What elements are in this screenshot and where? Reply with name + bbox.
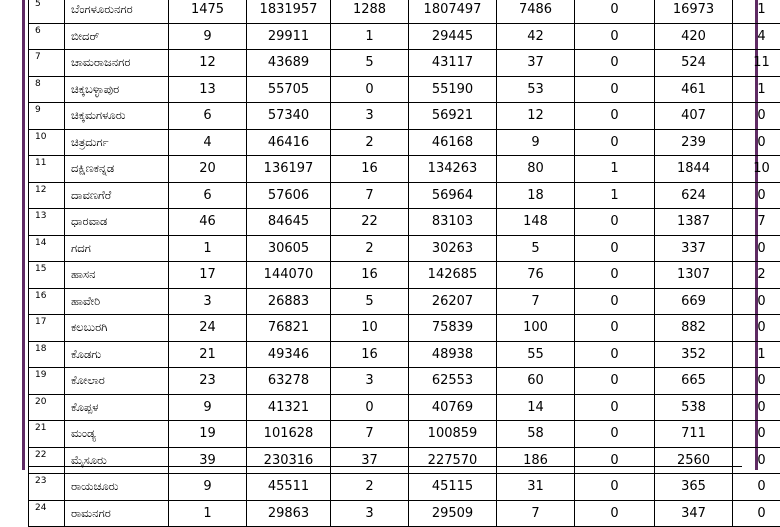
value-cell: 57340 [247,103,331,130]
value-cell: 62553 [409,368,497,395]
value-cell: 45115 [409,474,497,501]
value-cell: 16973 [655,0,733,23]
serial-number-cell: 18 [29,341,65,368]
value-cell: 337 [655,235,733,262]
serial-number-cell: 14 [29,235,65,262]
value-cell: 6 [169,182,247,209]
value-cell: 0 [575,368,655,395]
value-cell: 1 [733,341,780,368]
value-cell: 624 [655,182,733,209]
serial-number-cell: 16 [29,288,65,315]
value-cell: 55 [497,341,575,368]
value-cell: 46 [169,209,247,236]
value-cell: 9 [497,129,575,156]
value-cell: 55705 [247,76,331,103]
value-cell: 4 [733,23,780,50]
value-cell: 37 [497,50,575,77]
serial-number-cell: 8 [29,76,65,103]
table-row [29,156,780,183]
value-cell: 14 [497,394,575,421]
value-cell: 13 [169,76,247,103]
serial-number-cell: 15 [29,262,65,289]
value-cell: 76821 [247,315,331,342]
value-cell: 7 [733,209,780,236]
value-cell: 9 [169,474,247,501]
serial-number-cell: 11 [29,156,65,183]
value-cell: 39 [169,447,247,474]
value-cell: 21 [169,341,247,368]
serial-number-cell: 6 [29,23,65,50]
value-cell: 0 [733,315,780,342]
serial-number-cell: 21 [29,421,65,448]
value-cell: 58 [497,421,575,448]
value-cell: 60 [497,368,575,395]
value-cell: 76 [497,262,575,289]
value-cell: 7486 [497,0,575,23]
table-row [29,129,780,156]
district-name-cell: ಚಿಕ್ಕಬಳ್ಳಾಪುರ [65,76,169,103]
value-cell: 0 [733,500,780,527]
value-cell: 1307 [655,262,733,289]
value-cell: 19 [169,421,247,448]
value-cell: 9 [169,394,247,421]
value-cell: 1288 [331,0,409,23]
value-cell: 1 [575,182,655,209]
value-cell: 0 [733,394,780,421]
district-name-cell: ದಕ್ಷಿಣಕನ್ನಡ [65,156,169,183]
serial-number-cell: 24 [29,500,65,527]
value-cell: 227570 [409,447,497,474]
value-cell: 461 [655,76,733,103]
value-cell: 0 [575,500,655,527]
value-cell: 2 [331,235,409,262]
district-name-cell: ಹಾವೇರಿ [65,288,169,315]
table-row [29,0,780,23]
value-cell: 5 [497,235,575,262]
district-name-cell: ಬೆಂಗಳೂರುನಗರ [65,0,169,23]
value-cell: 29911 [247,23,331,50]
table-bottom-edge [28,466,742,471]
value-cell: 1844 [655,156,733,183]
table-row [29,500,780,527]
value-cell: 1 [169,500,247,527]
value-cell: 0 [575,474,655,501]
value-cell: 3 [331,103,409,130]
value-cell: 26207 [409,288,497,315]
value-cell: 16 [331,341,409,368]
value-cell: 1 [575,156,655,183]
value-cell: 0 [733,103,780,130]
value-cell: 3 [331,500,409,527]
value-cell: 84645 [247,209,331,236]
value-cell: 0 [575,394,655,421]
value-cell: 83103 [409,209,497,236]
value-cell: 2 [331,474,409,501]
value-cell: 134263 [409,156,497,183]
table-row [29,23,780,50]
table-row [29,474,780,501]
district-data-table [28,0,780,527]
table-row [29,341,780,368]
table-row [29,103,780,130]
value-cell: 5 [331,288,409,315]
value-cell: 148 [497,209,575,236]
value-cell: 30263 [409,235,497,262]
value-cell: 1 [169,235,247,262]
value-cell: 17 [169,262,247,289]
value-cell: 37 [331,447,409,474]
value-cell: 186 [497,447,575,474]
value-cell: 3 [169,288,247,315]
district-name-cell: ಕೋಲಾರ [65,368,169,395]
value-cell: 75839 [409,315,497,342]
value-cell: 669 [655,288,733,315]
value-cell: 407 [655,103,733,130]
value-cell: 55190 [409,76,497,103]
district-name-cell: ಚಿಕ್ಕಮಗಳೂರು [65,103,169,130]
table-row [29,76,780,103]
value-cell: 1 [331,23,409,50]
value-cell: 538 [655,394,733,421]
value-cell: 0 [733,474,780,501]
value-cell: 42 [497,23,575,50]
value-cell: 100 [497,315,575,342]
value-cell: 1387 [655,209,733,236]
value-cell: 10 [331,315,409,342]
value-cell: 0 [733,368,780,395]
table-row [29,182,780,209]
district-name-cell: ಬೀದರ್ [65,23,169,50]
value-cell: 7 [497,500,575,527]
table-row [29,50,780,77]
value-cell: 4 [169,129,247,156]
value-cell: 53 [497,76,575,103]
value-cell: 0 [733,421,780,448]
value-cell: 352 [655,341,733,368]
value-cell: 56964 [409,182,497,209]
value-cell: 6 [169,103,247,130]
value-cell: 0 [575,0,655,23]
value-cell: 136197 [247,156,331,183]
value-cell: 882 [655,315,733,342]
district-name-cell: ಕೊಪ್ಪಳ [65,394,169,421]
value-cell: 665 [655,368,733,395]
serial-number-cell: 13 [29,209,65,236]
value-cell: 24 [169,315,247,342]
value-cell: 0 [575,23,655,50]
value-cell: 56921 [409,103,497,130]
value-cell: 18 [497,182,575,209]
district-name-cell: ಧಾರವಾಡ [65,209,169,236]
district-name-cell: ಚಾಮರಾಜನಗರ [65,50,169,77]
value-cell: 1807497 [409,0,497,23]
district-name-cell: ಮಂಡ್ಯ [65,421,169,448]
table-row [29,209,780,236]
value-cell: 0 [575,315,655,342]
table-body [29,0,780,527]
value-cell: 0 [575,209,655,236]
value-cell: 1831957 [247,0,331,23]
serial-number-cell: 22 [29,447,65,474]
value-cell: 0 [733,447,780,474]
value-cell: 16 [331,262,409,289]
table-row [29,421,780,448]
district-name-cell: ಹಾಸನ [65,262,169,289]
serial-number-cell: 9 [29,103,65,130]
value-cell: 12 [497,103,575,130]
table-row [29,394,780,421]
serial-number-cell: 10 [29,129,65,156]
serial-number-cell: 20 [29,394,65,421]
value-cell: 0 [733,288,780,315]
value-cell: 524 [655,50,733,77]
value-cell: 3 [331,368,409,395]
table-row [29,262,780,289]
value-cell: 48938 [409,341,497,368]
serial-number-cell: 7 [29,50,65,77]
table-row [29,315,780,342]
table-row [29,368,780,395]
value-cell: 0 [331,76,409,103]
value-cell: 29863 [247,500,331,527]
value-cell: 46168 [409,129,497,156]
value-cell: 0 [575,103,655,130]
table-row [29,235,780,262]
value-cell: 43689 [247,50,331,77]
serial-number-cell: 17 [29,315,65,342]
value-cell: 0 [733,182,780,209]
value-cell: 0 [575,421,655,448]
value-cell: 0 [331,394,409,421]
value-cell: 420 [655,23,733,50]
value-cell: 1 [733,76,780,103]
value-cell: 0 [733,129,780,156]
table-row [29,288,780,315]
value-cell: 9 [169,23,247,50]
value-cell: 347 [655,500,733,527]
value-cell: 239 [655,129,733,156]
value-cell: 100859 [409,421,497,448]
value-cell: 0 [575,447,655,474]
value-cell: 23 [169,368,247,395]
value-cell: 2 [733,262,780,289]
value-cell: 43117 [409,50,497,77]
value-cell: 45511 [247,474,331,501]
value-cell: 0 [575,50,655,77]
serial-number-cell: 23 [29,474,65,501]
value-cell: 101628 [247,421,331,448]
district-name-cell: ಮೈಸೂರು [65,447,169,474]
value-cell: 230316 [247,447,331,474]
district-name-cell: ಚಿತ್ರದುರ್ಗ [65,129,169,156]
value-cell: 0 [575,235,655,262]
district-name-cell: ಗದಗ [65,235,169,262]
value-cell: 12 [169,50,247,77]
value-cell: 711 [655,421,733,448]
serial-number-cell: 12 [29,182,65,209]
value-cell: 29509 [409,500,497,527]
value-cell: 30605 [247,235,331,262]
value-cell: 2560 [655,447,733,474]
value-cell: 0 [575,262,655,289]
district-name-cell: ಕೊಡಗು [65,341,169,368]
value-cell: 0 [575,341,655,368]
value-cell: 0 [575,129,655,156]
value-cell: 40769 [409,394,497,421]
value-cell: 1475 [169,0,247,23]
value-cell: 49346 [247,341,331,368]
value-cell: 10 [733,156,780,183]
value-cell: 7 [497,288,575,315]
value-cell: 80 [497,156,575,183]
serial-number-cell: 19 [29,368,65,395]
district-name-cell: ದಾವಣಗೆರೆ [65,182,169,209]
value-cell: 144070 [247,262,331,289]
serial-number-cell: 5 [29,0,65,23]
value-cell: 5 [331,50,409,77]
district-name-cell: ರಾಯಚೂರು [65,474,169,501]
value-cell: 7 [331,421,409,448]
value-cell: 63278 [247,368,331,395]
district-name-cell: ರಾಮನಗರ [65,500,169,527]
value-cell: 31 [497,474,575,501]
value-cell: 26883 [247,288,331,315]
value-cell: 11 [733,50,780,77]
value-cell: 142685 [409,262,497,289]
value-cell: 365 [655,474,733,501]
value-cell: 7 [331,182,409,209]
value-cell: 20 [169,156,247,183]
value-cell: 16 [331,156,409,183]
value-cell: 41321 [247,394,331,421]
value-cell: 46416 [247,129,331,156]
value-cell: 1 [733,0,780,23]
value-cell: 0 [575,288,655,315]
district-name-cell: ಕಲಬುರಗಿ [65,315,169,342]
value-cell: 29445 [409,23,497,50]
value-cell: 0 [575,76,655,103]
value-cell: 2 [331,129,409,156]
value-cell: 57606 [247,182,331,209]
value-cell: 0 [733,235,780,262]
value-cell: 22 [331,209,409,236]
